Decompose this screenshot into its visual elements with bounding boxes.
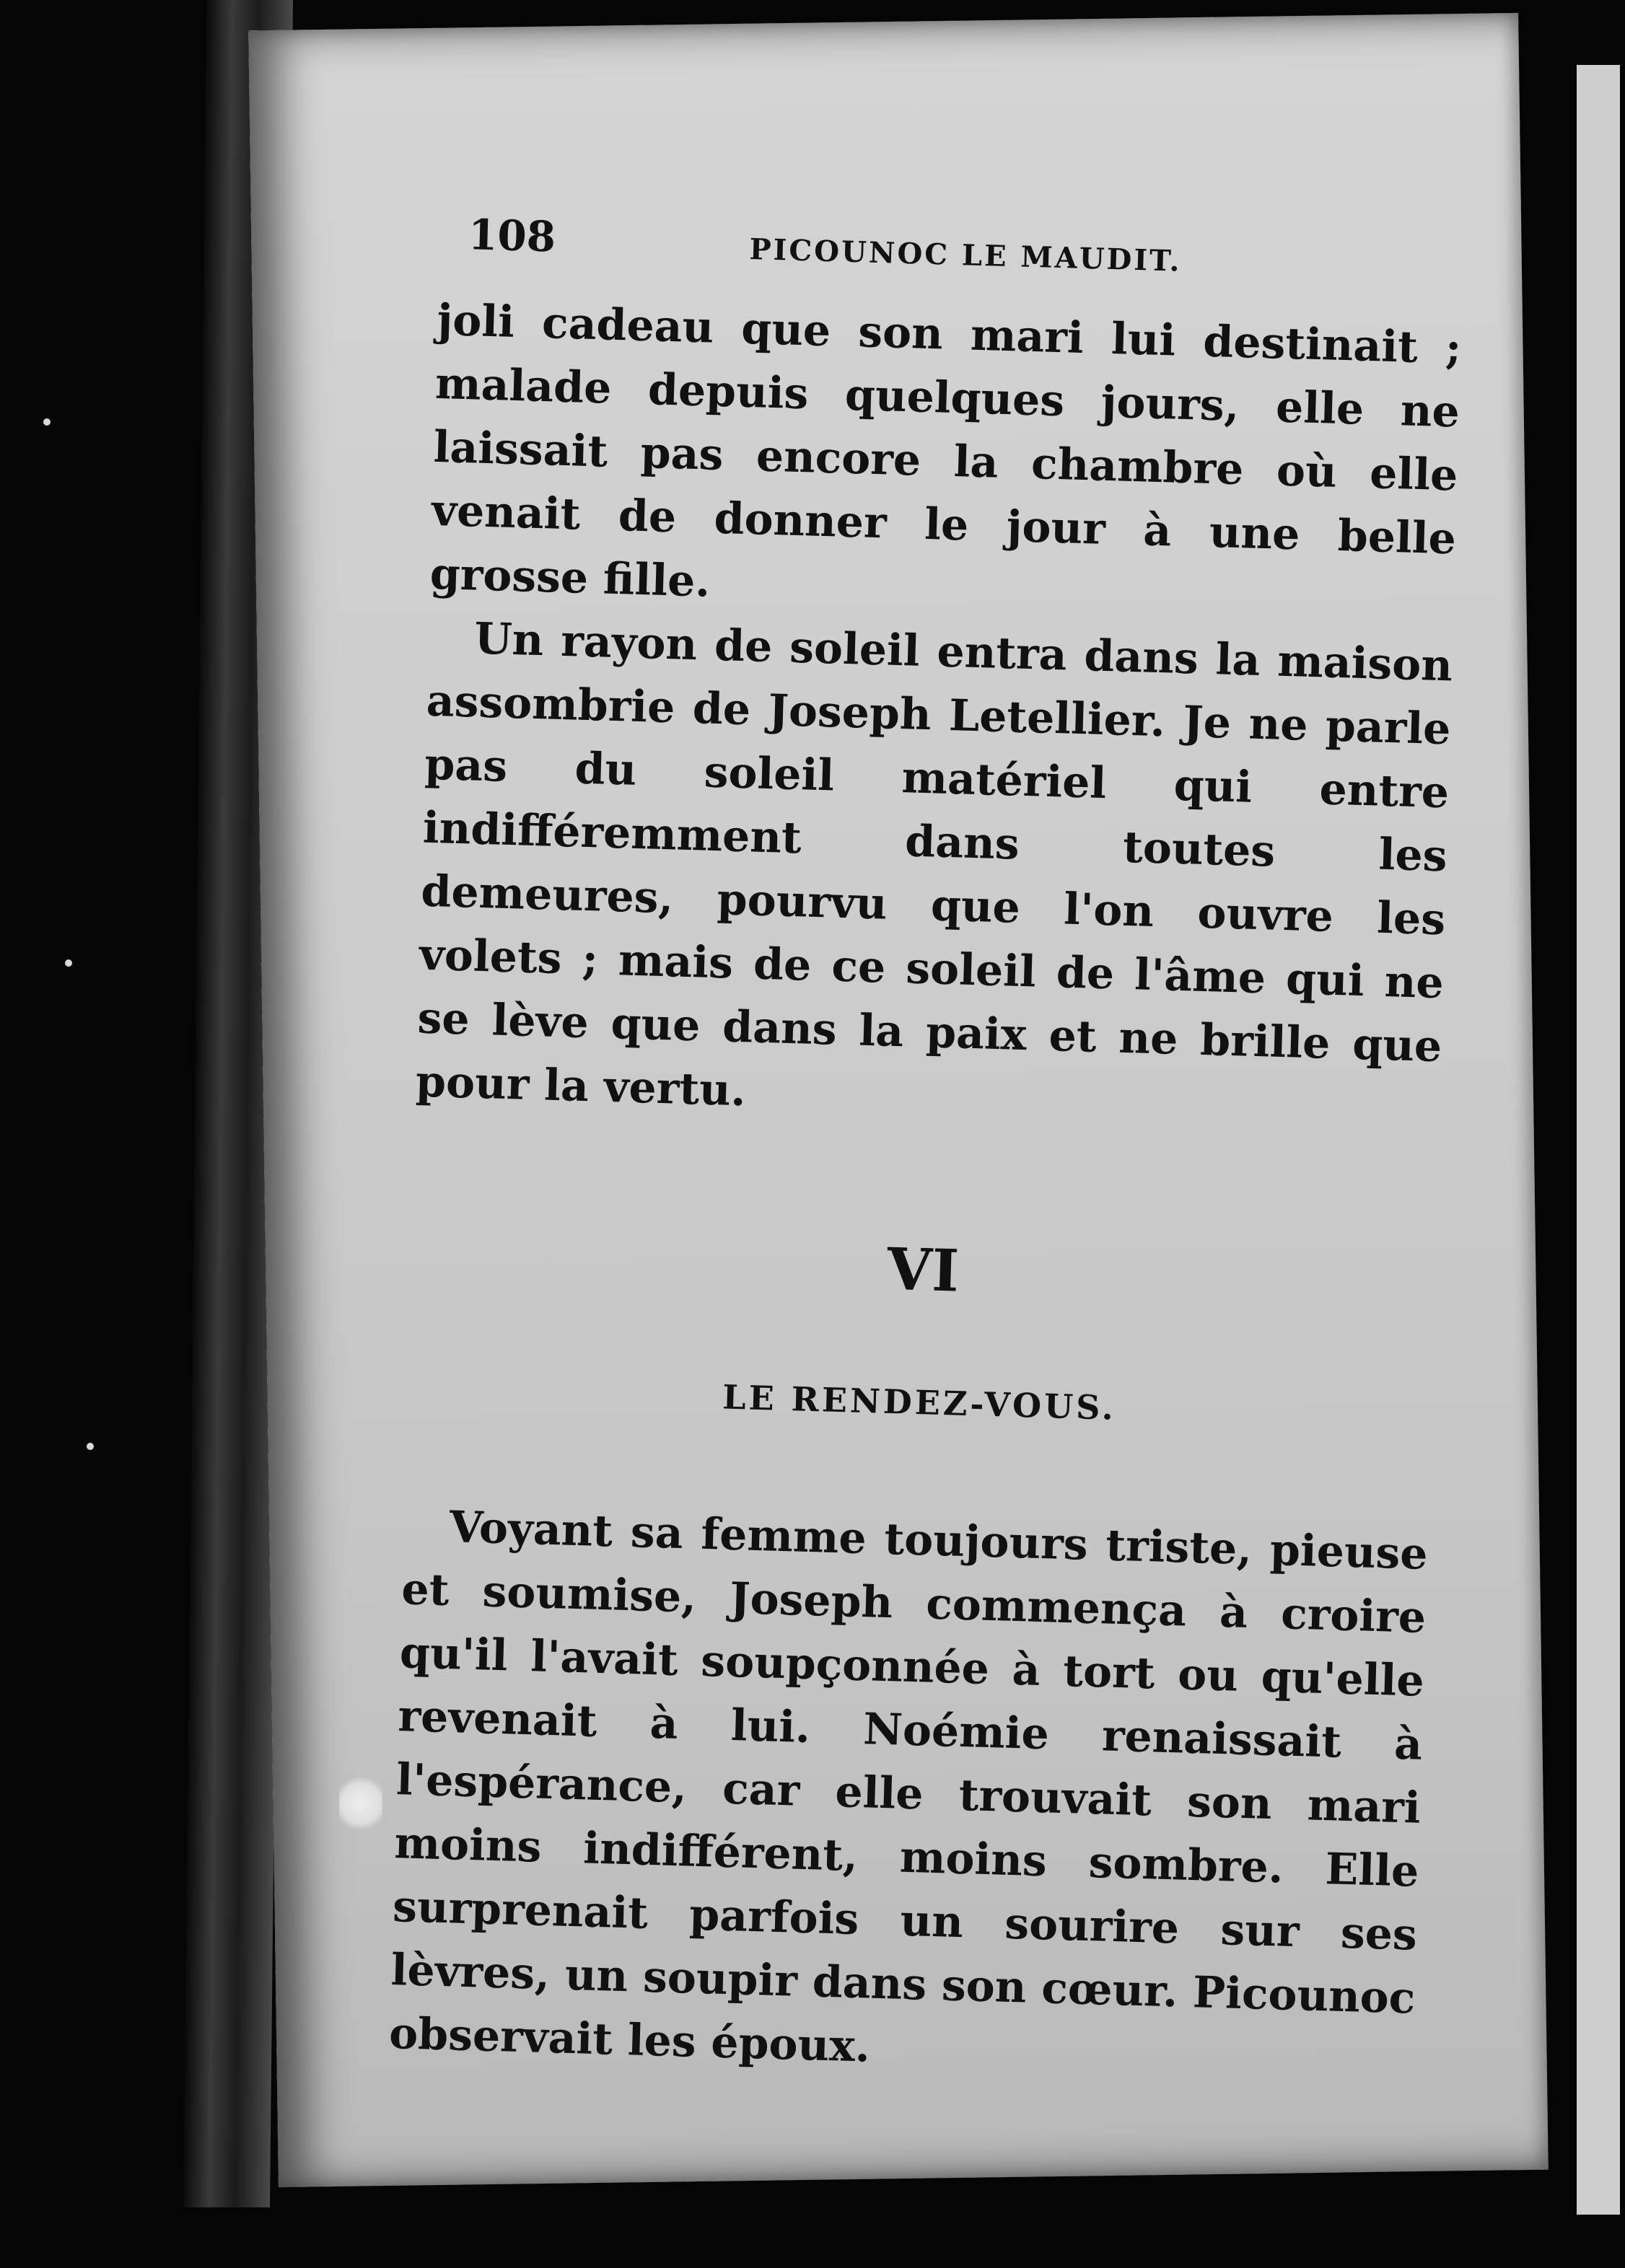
chapter-title: LE RENDEZ-VOUS. — [722, 1377, 1117, 1428]
paragraph: joli cadeau que son mari lui destinait ; malade depuis quelques jours, elle ne laissait pas encore la chambre où elle venait de donner le jour à une belle grosse fille. — [429, 294, 1463, 607]
speck — [65, 959, 72, 967]
paragraph: Voyant sa femme toujours triste, pieuse et soumise, Joseph commença à croire qu'il l'avait soupçonnée à tort ou qu'elle revenait à lui. Noémie renaissait à l'espérance, car elle trouvait son mari moins indifférent, moins sombre. Elle surprenait parfois un sourire sur ses lèvres, un soupir dans son cœur. Picounoc observait les époux. — [388, 1502, 1429, 2073]
adjacent-page-edge — [1577, 65, 1620, 2215]
paragraph: Un rayon de soleil entra dans la maison assombrie de Joseph Letellier. Je ne parle pas du soleil matériel qui entre indifféremment dans toutes les demeures, pourvu que l'on ouvre les volets ; mais de ce soleil de l'âme qui ne se lève que dans la paix et ne brille que pour la vertu. — [415, 613, 1453, 1117]
page-number: 108 — [468, 210, 557, 262]
page-content — [388, 209, 1464, 2094]
speck — [43, 418, 51, 426]
paper-stain — [339, 1775, 382, 1832]
running-head: PICOUNOC LE MAUDIT. — [748, 232, 1183, 278]
speck — [87, 1443, 94, 1450]
chapter-number: VI — [886, 1234, 960, 1305]
